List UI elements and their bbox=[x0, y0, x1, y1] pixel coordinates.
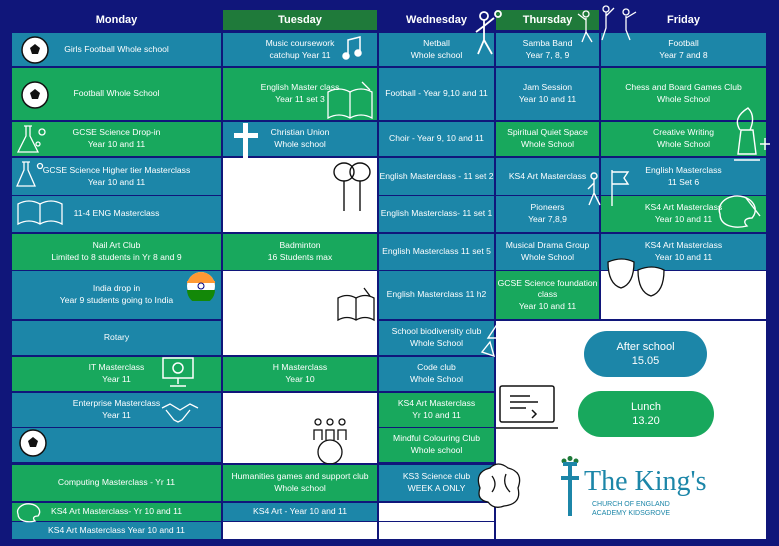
wednesday-eng-set2 bbox=[379, 158, 494, 195]
day-header-friday: Friday bbox=[601, 10, 766, 30]
monday-nail-art bbox=[12, 234, 221, 270]
tuesday-music bbox=[223, 33, 377, 66]
friday-blank-1 bbox=[601, 271, 766, 319]
tuesday-christian-text: Whole school bbox=[274, 139, 326, 149]
thursday-spiritual bbox=[496, 122, 599, 156]
after-school-label: After school bbox=[616, 340, 675, 353]
monday-india-dropin bbox=[12, 271, 221, 319]
thursday-drama-text: Whole School bbox=[520, 252, 575, 262]
friday-football bbox=[601, 33, 766, 66]
monday-it-masterclass-text: Year 11 bbox=[102, 374, 131, 384]
friday-chess-text: Chess and Board Games Club bbox=[625, 82, 742, 93]
tuesday-christian bbox=[223, 122, 377, 156]
monday-girls-football bbox=[12, 33, 221, 66]
wednesday-eng-set2-text: English Masterclass - 11 set 2 bbox=[379, 170, 494, 181]
monday-ks4-art-1 bbox=[12, 503, 221, 521]
monday-football bbox=[12, 68, 221, 120]
monday-blank-1 bbox=[12, 428, 221, 462]
tuesday-badminton bbox=[223, 234, 377, 270]
friday-football-text: Football bbox=[668, 37, 699, 48]
monday-computing-text: Computing Masterclass - Yr 11 bbox=[57, 477, 176, 488]
logo-line2: ACADEMY KIDSGROVE bbox=[592, 510, 671, 517]
friday-eng-set6-text: 11 Set 6 bbox=[667, 176, 700, 187]
friday-writing-text: Whole School bbox=[656, 139, 711, 149]
crown-cross-icon bbox=[558, 456, 728, 526]
wednesday-football bbox=[379, 68, 494, 120]
wednesday-code-text: Code club bbox=[417, 362, 456, 373]
monday-it-masterclass bbox=[12, 357, 221, 391]
logo-name: The King's bbox=[584, 466, 707, 497]
monday-ks4-art-2-text: KS4 Art Masterclass Year 10 and 11 bbox=[48, 524, 185, 535]
friday-ks4-art-2-text: Year 10 and 11 bbox=[654, 252, 713, 262]
wednesday-code-text: Whole School bbox=[409, 374, 464, 384]
thursday-pioneers-text: Year 7,8,9 bbox=[528, 214, 567, 224]
day-header-tuesday: Tuesday bbox=[223, 10, 377, 30]
wednesday-blank-1 bbox=[379, 503, 494, 521]
wednesday-ks3-science-text: KS3 Science club bbox=[402, 471, 471, 482]
monday-it-masterclass-text: IT Masterclass bbox=[88, 362, 145, 373]
tuesday-english-master-text: Year 11 set 3 bbox=[275, 94, 325, 104]
wednesday-eng-h2 bbox=[379, 271, 494, 319]
school-logo bbox=[558, 456, 728, 526]
monday-science-dropin-text: GCSE Science Drop-in bbox=[72, 127, 161, 138]
wednesday-biodiversity-text: School biodiversity club bbox=[391, 326, 482, 337]
tuesday-humanities bbox=[223, 465, 377, 501]
wednesday-football-text: Football - Year 9,10 and 11 bbox=[385, 88, 488, 99]
thursday-jam-text: Year 10 and 11 bbox=[518, 94, 577, 104]
thursday-pioneers bbox=[496, 196, 599, 232]
tuesday-humanities-text: Humanities games and support club bbox=[231, 471, 369, 482]
thursday-spiritual-text: Whole School bbox=[520, 139, 575, 149]
monday-girls-football-text: Girls Football Whole school bbox=[64, 43, 169, 54]
monday-enterprise-text: Enterprise Masterclass bbox=[72, 398, 161, 409]
wednesday-biodiversity bbox=[379, 321, 494, 355]
wednesday-ks4-art-text: KS4 Art Masterclass bbox=[397, 398, 476, 409]
monday-science-higher-text: Year 10 and 11 bbox=[87, 176, 146, 187]
thursday-science-foundation bbox=[496, 271, 599, 319]
tuesday-blank-3 bbox=[223, 393, 377, 463]
friday-ks4-art-2-text: KS4 Art Masterclass bbox=[644, 240, 723, 251]
tuesday-humanities-text: Whole school bbox=[274, 483, 326, 493]
tuesday-blank-4 bbox=[223, 522, 377, 539]
tuesday-music-text: catchup Year 11 bbox=[269, 49, 331, 60]
thursday-science-foundation-text: Year 10 and 11 bbox=[518, 300, 577, 311]
tuesday-blank-1 bbox=[223, 158, 377, 232]
tuesday-history bbox=[223, 357, 377, 391]
monday-nail-art-text: Limited to 8 students in Yr 8 and 9 bbox=[51, 252, 182, 262]
monday-ks4-art-1-text: KS4 Art Masterclass- Yr 10 and 11 bbox=[50, 506, 183, 517]
wednesday-mindful bbox=[379, 428, 494, 462]
monday-nail-art-text: Nail Art Club bbox=[92, 240, 141, 251]
friday-football-text: Year 7 and 8 bbox=[659, 49, 708, 60]
lunch-label: Lunch bbox=[631, 400, 661, 413]
friday-ks4-art-2 bbox=[601, 234, 766, 270]
wednesday-ks3-science-text: WEEK A ONLY bbox=[407, 483, 466, 493]
thursday-samba bbox=[496, 33, 599, 66]
friday-ks4-art-1-text: KS4 Art Masterclass bbox=[644, 202, 723, 213]
wednesday-biodiversity-text: Whole School bbox=[409, 338, 464, 348]
monday-eng-masterclass-text: 11-4 ENG Masterclass bbox=[73, 208, 160, 219]
monday-ks4-art-2 bbox=[12, 522, 221, 539]
tuesday-badminton-text: Badminton bbox=[279, 240, 321, 251]
friday-ks4-art-1-text: Year 10 and 11 bbox=[654, 214, 713, 224]
thursday-samba-text: Samba Band bbox=[522, 37, 573, 48]
thursday-jam bbox=[496, 68, 599, 120]
wednesday-blank-2 bbox=[379, 522, 494, 539]
monday-science-higher bbox=[12, 158, 221, 195]
wednesday-eng-set1-text: English Masterclass- 11 set 1 bbox=[380, 208, 493, 219]
tuesday-christian-text: Christian Union bbox=[270, 127, 330, 138]
wednesday-netball bbox=[379, 33, 494, 66]
wednesday-netball-text: Whole school bbox=[410, 49, 463, 60]
thursday-jam-text: Jam Session bbox=[522, 82, 573, 93]
monday-rotary bbox=[12, 321, 221, 355]
wednesday-ks4-art-text: Yr 10 and 11 bbox=[412, 410, 461, 420]
monday-india-dropin-text: Year 9 students going to India bbox=[59, 295, 174, 305]
thursday-samba-text: Year 7, 8, 9 bbox=[525, 49, 570, 60]
wednesday-netball-text: Netball bbox=[423, 37, 450, 48]
thursday-drama-text: Musical Drama Group bbox=[505, 240, 590, 251]
monday-science-higher-text: GCSE Science Higher tier Masterclass bbox=[42, 164, 191, 175]
thursday-pioneers-text: Pioneers bbox=[530, 202, 565, 213]
wednesday-ks4-art bbox=[379, 393, 494, 427]
tuesday-english-master bbox=[223, 68, 377, 120]
wednesday-eng-set1 bbox=[379, 196, 494, 232]
monday-football-text: Football Whole School bbox=[73, 88, 160, 99]
monday-science-dropin bbox=[12, 122, 221, 156]
monday-india-dropin-text: India drop in bbox=[92, 283, 141, 294]
tuesday-history-text: Year 10 bbox=[285, 374, 315, 384]
lunch-time: 13.20 bbox=[632, 415, 660, 427]
thursday-science-foundation-text: GCSE Science foundation bbox=[497, 277, 598, 288]
friday-eng-set6-text: English Masterclass bbox=[645, 164, 722, 175]
thursday-drama bbox=[496, 234, 599, 270]
tuesday-blank-2 bbox=[223, 271, 377, 355]
monday-enterprise-text: Year 11 bbox=[102, 410, 131, 420]
day-header-thursday: Thursday bbox=[496, 10, 599, 30]
monday-eng-masterclass bbox=[12, 196, 221, 232]
monday-rotary-text: Rotary bbox=[103, 332, 130, 343]
monday-computing bbox=[12, 465, 221, 501]
friday-writing-text: Creative Writing bbox=[653, 127, 714, 138]
thursday-ks4-art bbox=[496, 158, 599, 195]
thursday-spiritual-text: Spiritual Quiet Space bbox=[507, 127, 588, 138]
wednesday-mindful-text: Mindful Colouring Club bbox=[393, 433, 480, 444]
friday-chess-text: Whole School bbox=[656, 94, 711, 104]
wednesday-eng-set5-text: English Masterclass 11 set 5 bbox=[382, 246, 491, 257]
day-header-monday: Monday bbox=[12, 10, 221, 30]
wednesday-eng-set5 bbox=[379, 234, 494, 270]
tuesday-music-text: Music coursework bbox=[265, 37, 335, 48]
tuesday-badminton-text: 16 Students max bbox=[267, 252, 333, 262]
wednesday-choir-text: Choir - Year 9, 10 and 11 bbox=[389, 133, 484, 144]
lunch-badge bbox=[578, 391, 714, 437]
friday-ks4-art-1 bbox=[601, 196, 766, 232]
wednesday-code bbox=[379, 357, 494, 391]
thursday-science-foundation-text: class bbox=[537, 289, 558, 300]
wednesday-ks3-science bbox=[379, 465, 494, 501]
day-header-wednesday: Wednesday bbox=[379, 10, 494, 30]
monday-enterprise bbox=[12, 393, 221, 427]
monday-science-dropin-text: Year 10 and 11 bbox=[87, 139, 146, 149]
logo-line1: CHURCH OF ENGLAND bbox=[592, 501, 670, 508]
wednesday-choir bbox=[379, 122, 494, 156]
after-school-badge bbox=[584, 331, 707, 377]
friday-eng-set6 bbox=[601, 158, 766, 195]
friday-writing bbox=[601, 122, 766, 156]
tuesday-history-text: H Masterclass bbox=[272, 362, 328, 373]
wednesday-mindful-text: Whole school bbox=[410, 445, 463, 455]
tuesday-english-master-text: English Master class bbox=[260, 82, 340, 93]
thursday-ks4-art-text: KS4 Art Masterclass bbox=[508, 170, 587, 181]
friday-chess bbox=[601, 68, 766, 120]
wednesday-eng-h2-text: English Masterclass 11 h2 bbox=[386, 289, 487, 300]
tuesday-ks4-art-text: KS4 Art - Year 10 and 11 bbox=[253, 506, 347, 517]
tuesday-ks4-art bbox=[223, 503, 377, 521]
after-school-time: 15.05 bbox=[631, 355, 660, 367]
